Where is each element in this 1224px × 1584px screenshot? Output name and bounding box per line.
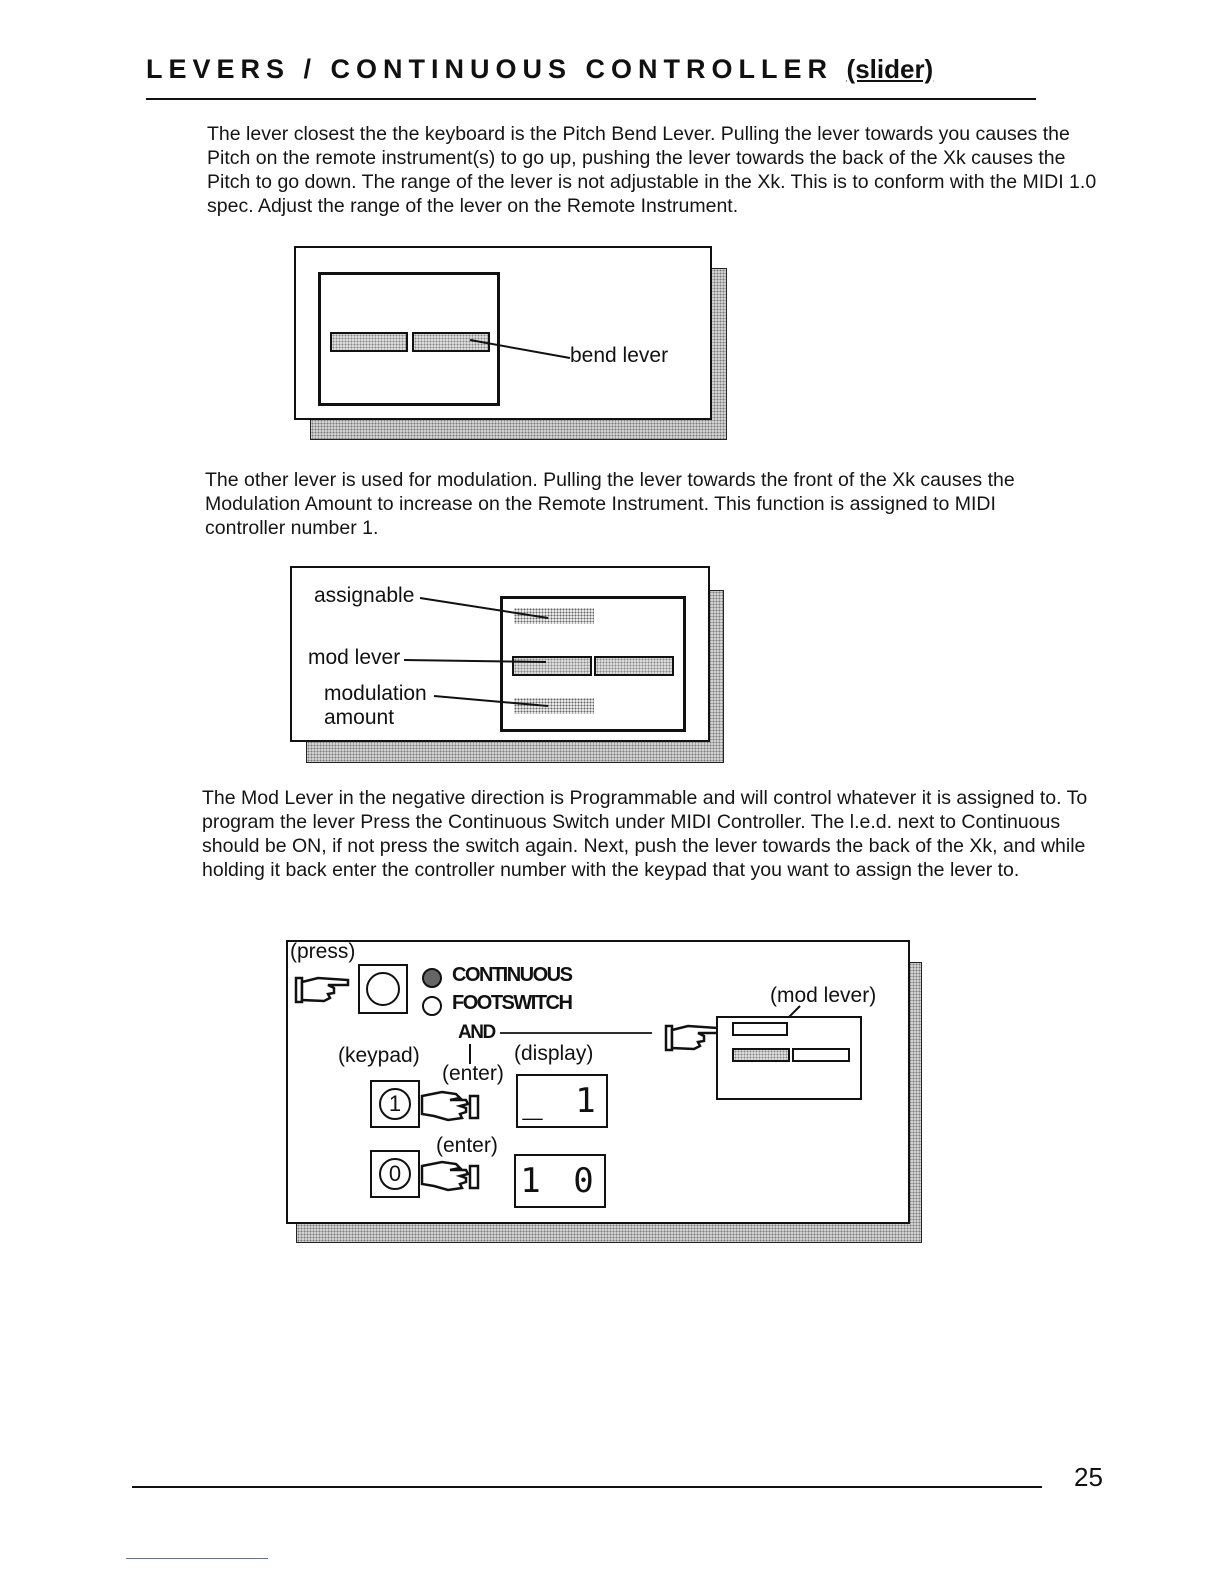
page-number: 25 <box>1074 1462 1103 1492</box>
figure-bend-lever <box>294 246 728 442</box>
label-amount: amount <box>324 706 395 729</box>
enter-hand-icon <box>420 1088 484 1122</box>
label-press: (press) <box>290 940 356 963</box>
key-0-label: 0 <box>379 1158 411 1190</box>
keypad-key-1[interactable] <box>370 1080 420 1128</box>
label-bend-lever: bend lever <box>570 344 669 367</box>
footer-rule <box>132 1486 1042 1488</box>
title-suffix: (slider) <box>846 54 934 84</box>
pointing-hand-icon <box>664 1018 722 1054</box>
label-enter-2: (enter) <box>436 1134 498 1157</box>
enter-hand-icon <box>420 1158 484 1192</box>
label-mod-lever: (mod lever) <box>770 984 877 1007</box>
paragraph-modulation: The other lever is used for modulation. Pulling the lever towards the front of the Xk causes the Modulation Amount to increase on the Remote Instrument. This function is assigned to MIDI controller number 1. <box>205 469 1015 539</box>
display-step-1: _ 1 <box>516 1074 608 1128</box>
title-main: LEVERS / CONTINUOUS CONTROLLER <box>146 54 834 84</box>
bend-lever-graphic <box>792 1048 850 1062</box>
label-assignable: assignable <box>314 584 415 607</box>
label-keypad: (keypad) <box>338 1044 420 1067</box>
key-1-label: 1 <box>379 1088 411 1120</box>
page-title <box>146 54 1036 100</box>
paragraph-programming: The Mod Lever in the negative direction is Programmable and will control whatever it is assigned to. To program the lever Press the Continuous Switch under MIDI Controller. The l.e.d. next to Continuous should be ON, if not press the switch again. Next, push the lever towards the back of the Xk, and while holding it back enter the controller number with the keypad that you want to assign the lever to. <box>202 787 1088 881</box>
figure-mod-lever <box>290 566 726 764</box>
mod-lever-graphic <box>732 1048 790 1062</box>
bottom-link-rule <box>126 1558 268 1559</box>
label-enter-1: (enter) <box>442 1062 504 1085</box>
label-continuous: CONTINUOUS <box>452 964 572 986</box>
label-footswitch: FOOTSWITCH <box>452 992 572 1014</box>
label-modulation: modulation <box>324 682 427 705</box>
label-mod-lever: mod lever <box>308 646 401 669</box>
display-step-2: 1 0 <box>514 1154 606 1208</box>
mod-lever-pushed-graphic <box>732 1022 788 1036</box>
label-display: (display) <box>514 1042 594 1065</box>
keypad-key-0[interactable] <box>370 1150 420 1198</box>
figure-programming-steps <box>286 940 922 1244</box>
label-and: AND <box>458 1022 495 1043</box>
paragraph-pitch-bend: The lever closest the the keyboard is the Pitch Bend Lever. Pulling the lever towards you causes the Pitch on the remote instrument(s) to go up, pushing the lever towards the back of the Xk causes the Pitch to go down. The range of the lever is not adjustable in the Xk. This is to conform with the MIDI 1.0 spec. Adjust the range of the lever on the Remote Instrument. <box>207 123 1097 217</box>
